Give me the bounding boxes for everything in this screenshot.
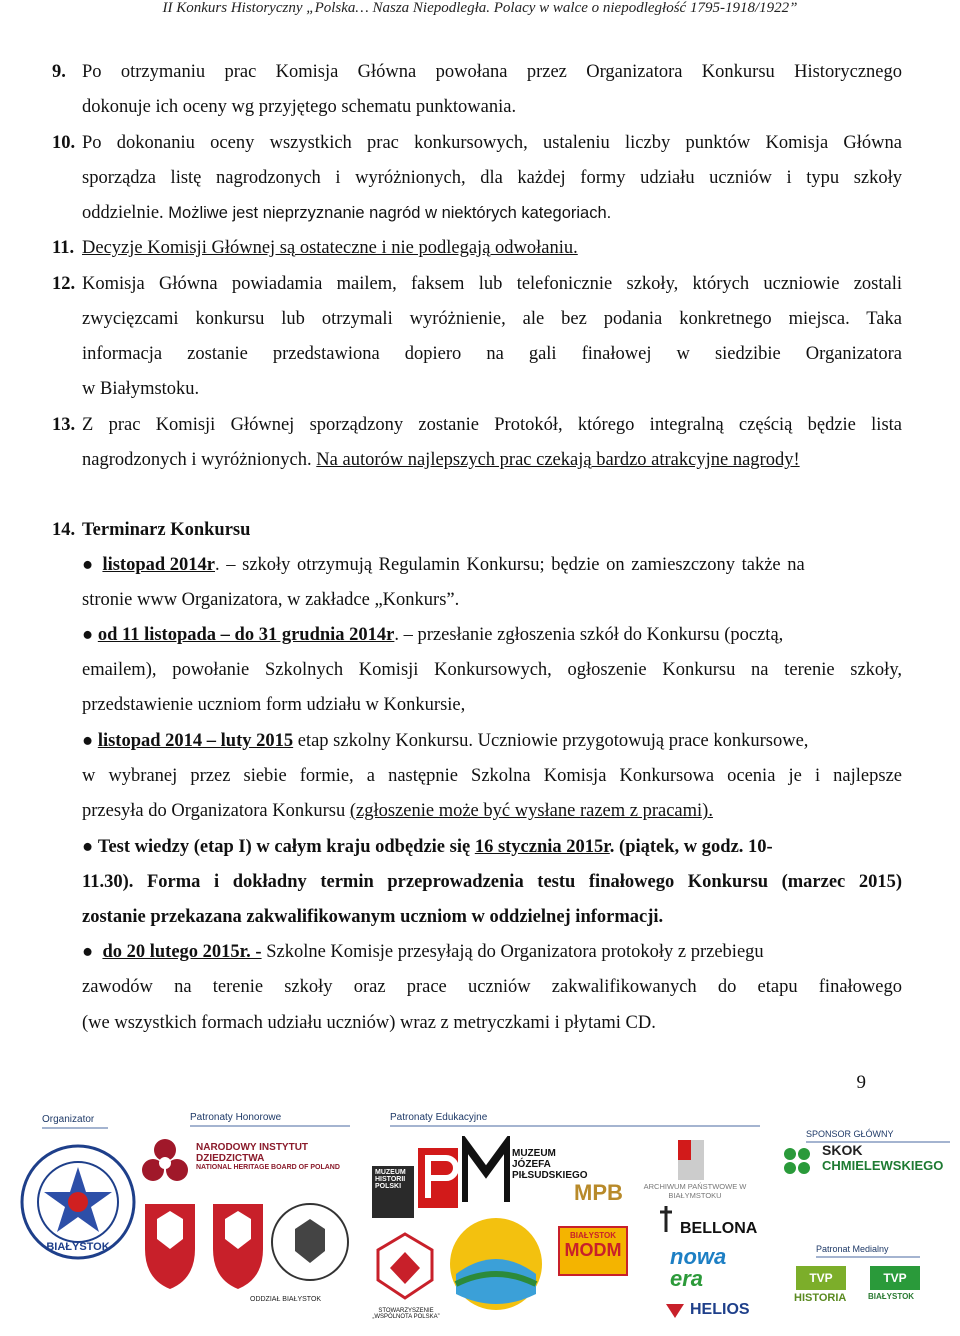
schedule-date: listopad 2014r: [102, 555, 215, 575]
modm-name: MODM: [564, 1240, 622, 1260]
archiwum-icon: [676, 1140, 706, 1180]
mpb-logo: MPB: [574, 1180, 623, 1205]
item-number: 10.: [52, 133, 76, 153]
paragraph-12-line-2: zwycięzcami konkursu lub otrzymali wyróżnienie, ale bez podania konkretnego miejsca. Taka: [82, 309, 902, 329]
item-number: 13.: [52, 415, 76, 435]
schedule-item-2-line-2: emailem), powołanie Szkolnych Komisji Konkursowych, ogłoszenie Konkursu na terenie szkoły,: [82, 660, 902, 680]
nowa-era-line: nowa: [670, 1244, 727, 1269]
schedule-item-5-line-1: [82, 940, 902, 964]
item-number: 12.: [52, 274, 76, 294]
item-number: 11.: [52, 238, 75, 258]
wspolnota-polska-logo: [370, 1228, 440, 1308]
tvp-historia-logo: TVP: [796, 1266, 846, 1290]
text-segment: . (piątek, w godz. 10-: [609, 837, 773, 857]
organizer-seal-logo: [18, 1142, 138, 1262]
text-segment: przesyła do Organizatora Konkursu: [82, 801, 350, 821]
tvp-historia-label: HISTORIA: [794, 1292, 847, 1304]
bullet-icon: ●: [82, 625, 94, 645]
modm-logo: [558, 1226, 628, 1276]
text-segment: oddzielnie.: [82, 203, 164, 223]
paragraph-9-line-1: Po otrzymaniu prac Komisja Główna powołana przez Organizatora Konkursu Historycznego: [82, 62, 902, 82]
sponsors-footer: [0, 1100, 960, 1336]
schedule-item-5-line-2: zawodów na terenie szkoły oraz prace uczniów zakwalifikowanych do etapu finałowego: [82, 977, 902, 997]
bullet-icon: ●: [82, 555, 94, 575]
schedule-item-2-line-3: przedstawienie uczniom form udziału w Konkursie,: [82, 695, 466, 715]
paragraph-10-line-1: Po dokonaniu oceny wszystkich prac konkursowych, ustaleniu liczby punktów Komisja Główna: [82, 133, 902, 153]
label-organizator: Organizator: [42, 1114, 95, 1125]
mjp-m-icon: [462, 1136, 510, 1206]
schedule-date: listopad 2014 – luty 2015: [97, 731, 294, 751]
skok-icon: [782, 1146, 822, 1180]
label-patronat-medialny: Patronat Medialny: [816, 1244, 889, 1254]
archiwum-logo: ARCHIWUM PAŃSTWOWE W BIAŁYMSTOKU: [643, 1182, 747, 1200]
page-number: 9: [856, 1072, 866, 1093]
tvp-bialystok-logo: TVP: [870, 1266, 920, 1290]
text-segment: Na autorów najlepszych prac czekają bardzo atrakcyjne nagrody!: [316, 450, 800, 470]
mjp-name-line: JÓZEFA: [512, 1159, 551, 1170]
text-segment: etap szkolny Konkursu. Uczniowie przygotowują prace konkursowe,: [293, 731, 809, 751]
helios-icon: [664, 1302, 686, 1320]
schedule-date: do 20 lutego 2015r. -: [102, 942, 262, 962]
schedule-date: 16 stycznia 2015r: [474, 837, 610, 857]
mhp-logo: MUZEUM HISTORII POLSKI: [372, 1166, 414, 1218]
nid-name-line: NARODOWY INSTYTUT: [196, 1142, 309, 1153]
paragraph-10-line-2: sporządza listę nagrodzonych i wyróżnionych, dla każdej formy udziału uczniów i typu szkoły: [82, 168, 902, 188]
skok-logo: [822, 1142, 943, 1173]
paragraph-9-line-2: dokonuje ich oceny wg przyjętego schematu punktowania.: [82, 97, 517, 117]
schedule-item-1-line-2: stronie www Organizatora, w zakładce „Konkurs”.: [82, 590, 460, 610]
schedule-date: od 11 listopada – do 31 grudnia 2014r: [97, 625, 395, 645]
running-header: II Konkurs Historyczny „Polska… Nasza Niepodległa. Polacy w walce o niepodległość 1795-1918/1922”: [162, 0, 798, 16]
item-number: 9.: [52, 62, 66, 82]
ipn-branch: ODDZIAŁ BIAŁYSTOK: [250, 1296, 322, 1303]
nid-emblem-icon: [140, 1136, 190, 1186]
item-number: 14.: [52, 520, 76, 540]
schedule-item-5-line-3: (we wszystkich formach udziału uczniów) wraz z metryczkami i płytami CD.: [82, 1013, 656, 1033]
paragraph-13-line-1: Z prac Komisji Głównej sporządzony zostanie Protokół, którego integralną częścią będzie lista: [82, 415, 902, 435]
text-segment: . – szkoły otrzymują Regulamin Konkursu; będzie on zamieszczony także na: [215, 555, 805, 575]
bullet-icon: ●: [82, 942, 94, 962]
paragraph-12-line-1: Komisja Główna powiadamia mailem, faksem lub telefonicznie szkoły, których uczniowie zostali: [82, 274, 902, 294]
paragraph-13-line-2: [82, 448, 902, 472]
label-patronaty-edukacyjne: Patronaty Edukacyjne: [390, 1112, 488, 1123]
paragraph-12-line-4: w Białymstoku.: [82, 379, 200, 399]
regional-tourism-badge: [446, 1214, 546, 1314]
bellona-logo: BELLONA: [680, 1220, 758, 1237]
schedule-item-4-line-3: zostanie przekazana zakwalifikowanym uczniom w oddzielnej informacji.: [82, 907, 664, 927]
schedule-item-2-line-1: [82, 623, 902, 647]
modm-city: BIAŁYSTOK: [569, 1231, 617, 1240]
text-segment: Test wiedzy (etap I) w całym kraju odbędzie się: [97, 837, 475, 857]
nid-name-line: DZIEDZICTWA: [196, 1153, 265, 1164]
mjp-name-line: MUZEUM: [512, 1148, 556, 1159]
label-sponsor: SPONSOR GŁÓWNY: [806, 1129, 894, 1139]
section-title-terminarz: Terminarz Konkursu: [82, 520, 251, 540]
wspolnota-label: STOWARZYSZENIE „WSPÓLNOTA POLSKA”: [372, 1308, 440, 1320]
nid-name-line: NATIONAL HERITAGE BOARD OF POLAND: [196, 1164, 340, 1171]
text-segment: . – przesłanie zgłoszenia szkół do Konkursu (pocztą,: [394, 625, 784, 645]
tvp-bialystok-label: BIAŁYSTOK: [868, 1292, 915, 1301]
bullet-icon: ●: [82, 731, 94, 751]
schedule-item-4-line-1: [82, 835, 902, 859]
nowa-era-logo: [670, 1246, 726, 1290]
text-segment: Szkolne Komisje przesyłają do Organizatora protokoły z przebiegu: [261, 942, 764, 962]
mjp-logo: [512, 1148, 588, 1181]
organizer-city: BIAŁYSTOK: [46, 1241, 110, 1253]
paragraph-11: [82, 236, 902, 260]
schedule-item-3-line-1: [82, 729, 902, 753]
text-segment: (zgłoszenie może być wysłane razem z pracami).: [349, 801, 713, 821]
nowa-era-line: era: [670, 1266, 704, 1291]
honorary-patrons-crests: [135, 1194, 355, 1304]
schedule-item-3-line-3: [82, 799, 902, 823]
skok-name-line: CHMIELEWSKIEGO: [822, 1158, 944, 1173]
paragraph-12-line-3: informacja zostanie przedstawiona dopiero na gali finałowej w siedzibie Organizatora: [82, 344, 902, 364]
label-patronaty-honorowe: Patronaty Honorowe: [190, 1112, 282, 1123]
text-segment: Możliwe jest nieprzyznanie nagród w niektórych kategoriach.: [163, 204, 612, 222]
schedule-item-3-line-2: w wybranej przez siebie formie, a następnie Szkolna Komisja Konkursowa ocenia je i najlepsze: [82, 766, 902, 786]
mjp-name-line: PIŁSUDSKIEGO: [512, 1170, 588, 1181]
paragraph-10-line-3: [82, 201, 902, 225]
bullet-icon: ●: [82, 837, 94, 857]
bellona-icon: [656, 1204, 676, 1234]
helios-logo: HELIOS: [690, 1301, 750, 1318]
schedule-item-4-line-2: 11.30). Forma i dokładny termin przeprowadzenia testu finałowego Konkursu (marzec 2015): [82, 872, 902, 892]
skok-name-line: SKOK: [822, 1142, 863, 1158]
nid-logo: [196, 1142, 356, 1171]
text-segment: nagrodzonych i wyróżnionych.: [82, 450, 312, 470]
text-segment: Decyzje Komisji Głównej są ostateczne i nie podlegają odwołaniu.: [82, 238, 578, 258]
schedule-item-1-line-1: [82, 553, 902, 577]
mhp-p-icon: [418, 1148, 458, 1208]
